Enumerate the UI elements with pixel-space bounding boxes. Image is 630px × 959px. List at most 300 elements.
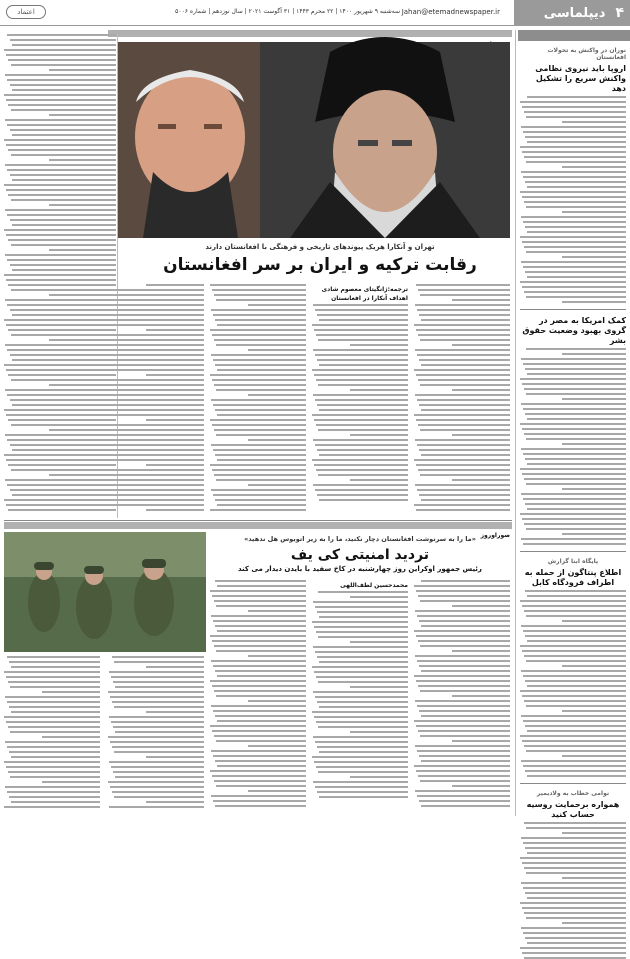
text-line bbox=[452, 344, 510, 346]
text-line bbox=[114, 661, 204, 663]
text-line bbox=[7, 169, 116, 171]
text-line bbox=[111, 676, 204, 678]
text-line bbox=[10, 129, 116, 131]
text-line bbox=[418, 469, 510, 471]
text-line bbox=[11, 666, 100, 668]
text-line bbox=[212, 334, 306, 336]
text-line bbox=[523, 221, 626, 223]
text-line bbox=[318, 726, 408, 728]
text-line bbox=[213, 404, 306, 406]
text-line bbox=[42, 781, 100, 783]
text-line bbox=[6, 324, 116, 326]
text-line bbox=[10, 444, 116, 446]
text-line bbox=[416, 284, 510, 286]
text-line bbox=[113, 389, 204, 391]
text-line bbox=[12, 179, 116, 181]
text-line bbox=[526, 660, 626, 662]
text-line bbox=[109, 716, 204, 718]
text-line bbox=[7, 484, 116, 486]
text-line bbox=[49, 294, 116, 296]
text-line bbox=[8, 509, 116, 511]
text-line bbox=[416, 725, 510, 727]
text-line bbox=[319, 616, 408, 618]
text-line bbox=[110, 404, 204, 406]
text-line bbox=[215, 364, 306, 366]
text-line bbox=[523, 675, 626, 677]
text-line bbox=[212, 424, 306, 426]
text-line bbox=[319, 661, 408, 663]
text-line bbox=[4, 184, 116, 186]
bottom-byline: محمدحسین لطف‌اللهی bbox=[340, 582, 408, 589]
text-line bbox=[8, 419, 116, 421]
text-line bbox=[524, 655, 626, 657]
text-line bbox=[526, 206, 626, 208]
text-line bbox=[213, 314, 306, 316]
text-line bbox=[312, 711, 408, 713]
text-line bbox=[418, 640, 510, 642]
text-line bbox=[523, 887, 626, 889]
text-line bbox=[313, 439, 408, 441]
section-divider bbox=[4, 520, 512, 521]
text-line bbox=[421, 625, 510, 627]
text-line bbox=[522, 862, 626, 864]
text-line bbox=[7, 79, 116, 81]
text-line bbox=[6, 189, 116, 191]
text-line bbox=[522, 695, 626, 697]
text-line bbox=[522, 196, 626, 198]
text-line bbox=[527, 508, 626, 510]
text-line bbox=[214, 384, 306, 386]
text-line bbox=[5, 209, 116, 211]
text-line bbox=[314, 419, 408, 421]
text-line bbox=[313, 736, 408, 738]
text-line bbox=[562, 832, 626, 834]
text-line bbox=[525, 368, 626, 370]
text-line bbox=[49, 474, 116, 476]
text-line bbox=[113, 726, 204, 728]
bottom-col-4 bbox=[108, 656, 204, 814]
news-column bbox=[520, 44, 626, 819]
text-line bbox=[315, 786, 408, 788]
text-line bbox=[110, 786, 204, 788]
text-line bbox=[6, 459, 116, 461]
text-line bbox=[416, 770, 510, 772]
text-line bbox=[316, 676, 408, 678]
text-line bbox=[214, 429, 306, 431]
bottom-source-label: صوراوروز bbox=[480, 532, 510, 539]
text-line bbox=[527, 231, 626, 233]
text-line bbox=[111, 294, 204, 296]
text-line bbox=[114, 459, 204, 461]
text-line bbox=[452, 740, 510, 742]
text-line bbox=[12, 44, 116, 46]
text-line bbox=[314, 626, 408, 628]
text-line bbox=[211, 444, 306, 446]
text-line bbox=[5, 479, 116, 481]
text-line bbox=[420, 735, 510, 737]
text-line bbox=[317, 791, 408, 793]
text-line bbox=[113, 434, 204, 436]
text-line bbox=[109, 469, 204, 471]
text-line bbox=[11, 379, 116, 381]
text-line bbox=[524, 201, 626, 203]
text-line bbox=[217, 630, 306, 632]
text-line bbox=[111, 474, 204, 476]
text-line bbox=[215, 409, 306, 411]
text-line bbox=[527, 96, 626, 98]
text-line bbox=[415, 484, 510, 486]
text-line bbox=[146, 329, 204, 331]
text-line bbox=[11, 334, 116, 336]
text-line bbox=[318, 591, 408, 593]
text-line bbox=[108, 354, 204, 356]
text-line bbox=[525, 181, 626, 183]
text-line bbox=[414, 324, 510, 326]
text-line bbox=[108, 691, 204, 693]
text-line bbox=[7, 394, 116, 396]
text-line bbox=[562, 877, 626, 879]
text-line bbox=[6, 676, 100, 678]
text-line bbox=[215, 580, 306, 582]
text-line bbox=[115, 731, 204, 733]
text-line bbox=[12, 269, 116, 271]
text-line bbox=[5, 254, 116, 256]
text-line bbox=[146, 464, 204, 466]
text-line bbox=[524, 700, 626, 702]
text-line bbox=[415, 349, 510, 351]
text-line bbox=[521, 216, 626, 218]
text-line bbox=[524, 111, 626, 113]
text-line bbox=[215, 760, 306, 762]
text-line bbox=[12, 404, 116, 406]
text-line bbox=[419, 359, 510, 361]
text-line bbox=[523, 363, 626, 365]
text-line bbox=[114, 504, 204, 506]
text-line bbox=[4, 274, 116, 276]
text-line bbox=[520, 947, 626, 949]
news-kicker-3: پایگاه ابنا گزارش bbox=[547, 558, 599, 565]
text-line bbox=[414, 585, 510, 587]
text-line bbox=[109, 761, 204, 763]
text-line bbox=[526, 705, 626, 707]
text-line bbox=[114, 369, 204, 371]
text-line bbox=[12, 134, 116, 136]
text-line bbox=[525, 458, 626, 460]
text-line bbox=[350, 596, 408, 598]
text-line bbox=[319, 706, 408, 708]
text-line bbox=[109, 289, 204, 291]
text-line bbox=[523, 543, 626, 545]
text-line bbox=[419, 755, 510, 757]
top-story-text-1 bbox=[414, 284, 510, 511]
text-line bbox=[350, 434, 408, 436]
text-line bbox=[314, 329, 408, 331]
text-line bbox=[10, 264, 116, 266]
text-line bbox=[317, 404, 408, 406]
text-line bbox=[4, 671, 100, 673]
text-line bbox=[4, 806, 100, 808]
text-line bbox=[421, 364, 510, 366]
text-line bbox=[313, 691, 408, 693]
text-line bbox=[4, 49, 116, 51]
text-line bbox=[421, 670, 510, 672]
text-line bbox=[49, 114, 116, 116]
text-line bbox=[420, 645, 510, 647]
text-line bbox=[520, 423, 626, 425]
text-line bbox=[415, 439, 510, 441]
news-kicker-1: نوران در واکنش به تحولات افغانستان bbox=[547, 47, 626, 61]
text-line bbox=[525, 271, 626, 273]
text-line bbox=[525, 590, 626, 592]
column-divider bbox=[515, 30, 516, 816]
text-line bbox=[414, 459, 510, 461]
text-line bbox=[415, 790, 510, 792]
text-line bbox=[526, 161, 626, 163]
text-line bbox=[11, 64, 116, 66]
text-line bbox=[521, 670, 626, 672]
text-line bbox=[527, 186, 626, 188]
text-line bbox=[416, 635, 510, 637]
text-line bbox=[520, 902, 626, 904]
text-line bbox=[42, 736, 100, 738]
text-line bbox=[213, 494, 306, 496]
text-line bbox=[417, 399, 510, 401]
text-line bbox=[109, 671, 204, 673]
text-line bbox=[417, 489, 510, 491]
text-line bbox=[216, 344, 306, 346]
text-line bbox=[114, 324, 204, 326]
text-line bbox=[211, 705, 306, 707]
text-line bbox=[111, 429, 204, 431]
top-story-text-3 bbox=[210, 284, 306, 511]
text-line bbox=[350, 686, 408, 688]
text-line bbox=[521, 882, 626, 884]
text-line bbox=[211, 399, 306, 401]
newspaper-logo: اعتماد bbox=[6, 5, 46, 19]
text-line bbox=[315, 741, 408, 743]
text-line bbox=[318, 339, 408, 341]
text-line bbox=[520, 468, 626, 470]
text-line bbox=[523, 176, 626, 178]
text-line bbox=[526, 827, 626, 829]
bottom-subhead: رئیس جمهور اوکراین روز چهارشنبه در کاخ سفید با بایدن دیدار می کند bbox=[238, 565, 482, 573]
text-line bbox=[522, 106, 626, 108]
text-line bbox=[212, 685, 306, 687]
text-line bbox=[248, 655, 306, 657]
text-line bbox=[216, 740, 306, 742]
text-line bbox=[248, 790, 306, 792]
text-line bbox=[4, 94, 116, 96]
text-line bbox=[12, 359, 116, 361]
text-line bbox=[12, 314, 116, 316]
text-line bbox=[10, 309, 116, 311]
text-line bbox=[523, 765, 626, 767]
text-line bbox=[520, 857, 626, 859]
text-line bbox=[108, 309, 204, 311]
text-line bbox=[318, 771, 408, 773]
text-line bbox=[421, 580, 510, 582]
text-line bbox=[523, 266, 626, 268]
text-line bbox=[313, 349, 408, 351]
text-line bbox=[420, 294, 510, 296]
text-line bbox=[211, 615, 306, 617]
text-line bbox=[416, 509, 510, 511]
text-line bbox=[562, 488, 626, 490]
text-line bbox=[7, 124, 116, 126]
text-line bbox=[527, 730, 626, 732]
text-line bbox=[527, 852, 626, 854]
text-line bbox=[108, 399, 204, 401]
text-line bbox=[414, 630, 510, 632]
text-line bbox=[417, 309, 510, 311]
text-line bbox=[11, 154, 116, 156]
text-line bbox=[210, 419, 306, 421]
text-line bbox=[248, 394, 306, 396]
text-line bbox=[526, 438, 626, 440]
text-line bbox=[213, 665, 306, 667]
text-line bbox=[212, 775, 306, 777]
text-line bbox=[5, 299, 116, 301]
text-line bbox=[7, 259, 116, 261]
text-line bbox=[524, 478, 626, 480]
text-line bbox=[416, 590, 510, 592]
top-headline-block bbox=[120, 240, 520, 280]
text-line bbox=[109, 424, 204, 426]
text-line bbox=[522, 286, 626, 288]
photo-raisi bbox=[260, 42, 510, 238]
text-line bbox=[350, 389, 408, 391]
text-line bbox=[562, 301, 626, 303]
text-line bbox=[7, 304, 116, 306]
bottom-story-bar bbox=[4, 522, 512, 529]
text-line bbox=[526, 872, 626, 874]
text-line bbox=[523, 498, 626, 500]
text-line bbox=[316, 766, 408, 768]
text-line bbox=[414, 765, 510, 767]
text-line bbox=[525, 770, 626, 772]
text-line bbox=[421, 454, 510, 456]
text-line bbox=[6, 766, 100, 768]
text-line bbox=[115, 439, 204, 441]
text-line bbox=[522, 241, 626, 243]
text-line bbox=[210, 284, 306, 286]
text-line bbox=[110, 494, 204, 496]
text-line bbox=[525, 847, 626, 849]
text-line bbox=[112, 454, 204, 456]
text-line bbox=[217, 585, 306, 587]
text-line bbox=[415, 700, 510, 702]
text-line bbox=[212, 595, 306, 597]
text-line bbox=[319, 499, 408, 501]
text-line bbox=[527, 897, 626, 899]
photo-erdogan bbox=[118, 42, 260, 238]
text-line bbox=[114, 796, 204, 798]
text-line bbox=[420, 429, 510, 431]
top-story-text-left bbox=[4, 34, 116, 511]
text-line bbox=[562, 353, 626, 355]
text-line bbox=[527, 463, 626, 465]
text-line bbox=[112, 409, 204, 411]
text-line bbox=[115, 686, 204, 688]
text-line bbox=[417, 795, 510, 797]
text-line bbox=[526, 483, 626, 485]
text-line bbox=[113, 299, 204, 301]
text-line bbox=[417, 615, 510, 617]
text-line bbox=[49, 249, 116, 251]
text-line bbox=[312, 459, 408, 461]
text-line bbox=[420, 780, 510, 782]
text-line bbox=[146, 284, 204, 286]
text-line bbox=[212, 640, 306, 642]
text-line bbox=[5, 74, 116, 76]
text-line bbox=[312, 756, 408, 758]
text-line bbox=[417, 750, 510, 752]
text-line bbox=[524, 523, 626, 525]
text-line bbox=[526, 615, 626, 617]
text-line bbox=[111, 766, 204, 768]
text-line bbox=[317, 314, 408, 316]
text-line bbox=[9, 796, 100, 798]
text-line bbox=[350, 776, 408, 778]
text-line bbox=[526, 296, 626, 298]
top-story-leftcol bbox=[4, 34, 116, 518]
text-line bbox=[214, 735, 306, 737]
text-line bbox=[5, 164, 116, 166]
text-line bbox=[524, 745, 626, 747]
text-line bbox=[210, 374, 306, 376]
text-line bbox=[314, 716, 408, 718]
text-line bbox=[8, 284, 116, 286]
text-line bbox=[7, 349, 116, 351]
text-line bbox=[524, 822, 626, 824]
text-line bbox=[419, 494, 510, 496]
text-line bbox=[527, 595, 626, 597]
text-line bbox=[214, 294, 306, 296]
text-line bbox=[418, 595, 510, 597]
text-line bbox=[319, 409, 408, 411]
text-line bbox=[216, 605, 306, 607]
text-line bbox=[350, 731, 408, 733]
bottom-col-5 bbox=[4, 656, 100, 814]
text-line bbox=[115, 484, 204, 486]
text-line bbox=[5, 119, 116, 121]
news-title-1: اروپا باید نیروی نظامی واکنش سریع را تشکیل دهد bbox=[535, 64, 626, 93]
text-line bbox=[216, 434, 306, 436]
text-line bbox=[317, 449, 408, 451]
text-line bbox=[42, 691, 100, 693]
text-line bbox=[417, 354, 510, 356]
text-line bbox=[421, 409, 510, 411]
section-title: دیپلماسی bbox=[543, 5, 606, 21]
text-line bbox=[6, 144, 116, 146]
text-line bbox=[521, 493, 626, 495]
text-line bbox=[520, 513, 626, 515]
text-line bbox=[521, 126, 626, 128]
text-line bbox=[8, 104, 116, 106]
bottom-headline: تردید امنیتی کی یف bbox=[290, 547, 430, 563]
text-line bbox=[215, 499, 306, 501]
text-line bbox=[318, 681, 408, 683]
text-line bbox=[6, 414, 116, 416]
text-line bbox=[10, 731, 100, 733]
top-story-text-4 bbox=[108, 284, 204, 511]
news-body-2 bbox=[520, 348, 626, 545]
text-line bbox=[11, 199, 116, 201]
text-line bbox=[211, 795, 306, 797]
text-line bbox=[108, 736, 204, 738]
text-line bbox=[248, 610, 306, 612]
text-line bbox=[313, 394, 408, 396]
